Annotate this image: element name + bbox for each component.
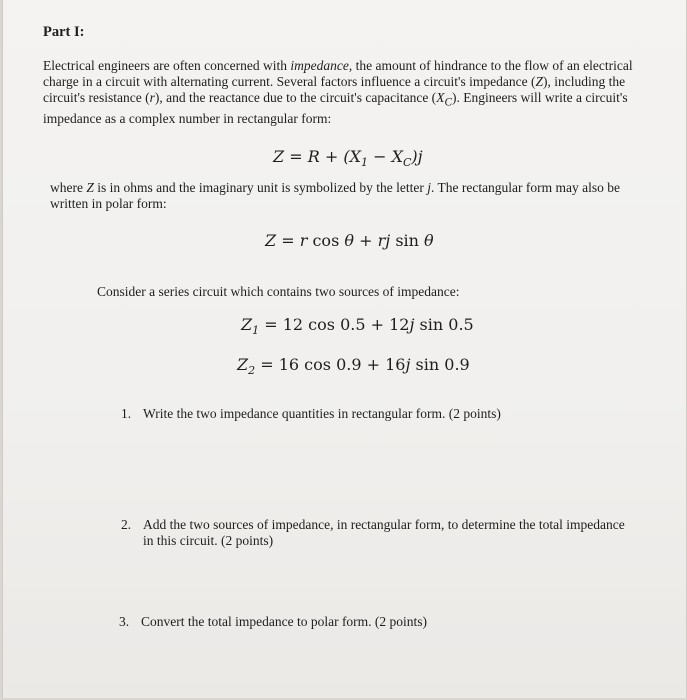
- intro-symbol-z: Z: [535, 74, 543, 89]
- question-number: 3.: [119, 614, 130, 629]
- question-text: Convert the total impedance to polar form. (2 points): [141, 614, 428, 629]
- part-title: Part I:: [43, 24, 85, 40]
- rectangular-form-equation: $Z = R + (X_1 - X_C)j$: [273, 147, 423, 170]
- eq-rhs-a: R + (X: [307, 147, 361, 166]
- polar-form-equation: Z = r cos θ + rj sin θ: [265, 231, 434, 250]
- z2-equation: $Z_2 = 16$ cos 0.9 + 16j sin 0.9: [237, 355, 470, 378]
- intro-text-5: ). Engineers will write a circuit's impedance as a complex number in rectangular form:: [43, 90, 628, 126]
- intro-text-4: ), and the reactance due to the circuit's capacitance (: [154, 90, 437, 105]
- intro-symbol-r: r: [149, 90, 155, 105]
- question-text-continued: in this circuit. (2 points): [143, 533, 274, 548]
- intro-impedance-term: impedance: [290, 58, 349, 73]
- question-1: [121, 406, 501, 422]
- intro-text-3: ), including the circuit's resistance (: [43, 74, 626, 105]
- question-text: Add the two sources of impedance, in rectangular form, to determine the total impedance: [143, 517, 625, 532]
- question-2: [121, 517, 661, 549]
- intro-paragraph: [43, 58, 653, 127]
- letter-j: j: [427, 180, 431, 195]
- z1-equation: $Z_1 = 12$ cos 0.5 + 12j sin 0.5: [241, 315, 474, 338]
- intro-text-1: Electrical engineers are often concerned with: [43, 58, 291, 73]
- consider-text: Consider a series circuit which contains two sources of impedance:: [97, 284, 460, 299]
- polar-intro-paragraph: where Z is in ohms and the imaginary unit is symbolized by the letter j. The rectangular form may also be written in polar form:: [50, 180, 621, 211]
- question-text: Write the two impedance quantities in rectangular form. (2 points): [143, 406, 501, 421]
- eq-rhs-b: − X: [373, 147, 403, 166]
- question-number: 2.: [121, 517, 132, 532]
- eq-rhs-c: )j: [411, 147, 423, 166]
- question-number: 1.: [121, 406, 132, 421]
- intro-symbol-xc: $X_C$: [436, 90, 452, 109]
- intro-text-2: , the amount of hindrance to the flow of an electrical charge in a circuit with alternating current. Several factors influence a circuit's impedance (: [43, 58, 633, 89]
- worksheet-page: [2, 0, 687, 698]
- question-3: [119, 614, 427, 630]
